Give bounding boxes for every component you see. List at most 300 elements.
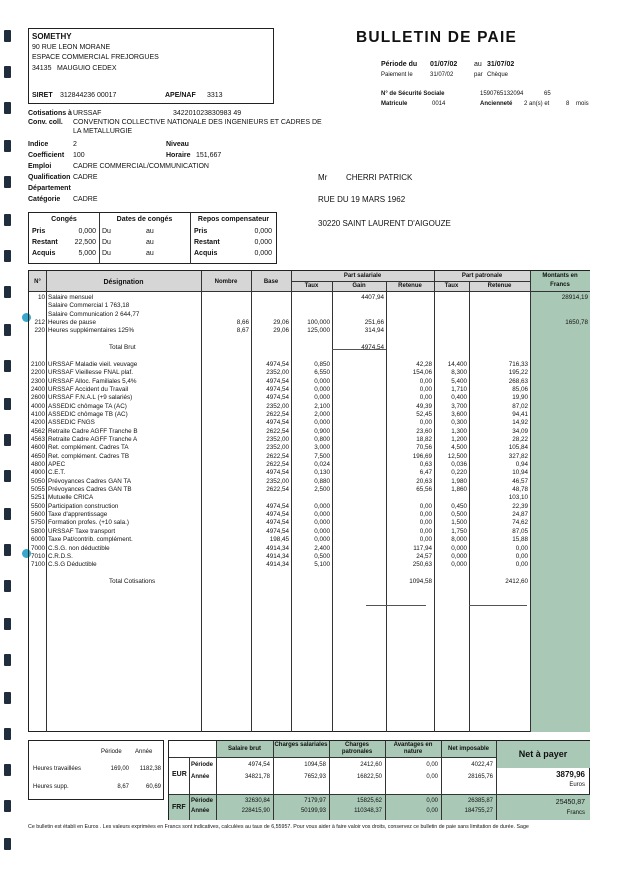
line-retenue: 20,63 bbox=[416, 477, 432, 485]
line-taux: 3,000 bbox=[314, 444, 330, 452]
line-base: 4974,54 bbox=[266, 469, 289, 477]
line-number: 6000 bbox=[30, 536, 45, 544]
table-row bbox=[29, 386, 590, 394]
line-retenue: 1094,58 bbox=[409, 577, 432, 585]
line-number: 2100 bbox=[30, 360, 45, 368]
leave-row-au: au bbox=[146, 250, 154, 257]
line-taux-patronal: 1,500 bbox=[451, 519, 467, 527]
line-base: 4974,54 bbox=[266, 527, 289, 535]
col-nombre: Nombre bbox=[214, 279, 238, 285]
line-base: 198,45 bbox=[269, 536, 289, 544]
hours-supp-period: 8,67 bbox=[117, 784, 129, 790]
footer-note: Ce bulletin est établi en Euros . Les valeurs exprimées en Francs sont indicatives, calculées au taux de 6,55957. Pour vous aider à faire valoir vos droits, conservez ce bulletin de paie sans limitation de durée. Sage bbox=[28, 824, 529, 830]
col-part-salariale: Part salariale bbox=[343, 273, 382, 279]
qualif-label: Qualification bbox=[28, 174, 71, 181]
col-francs: Francs bbox=[550, 282, 570, 288]
line-designation: Taxe Pat/contrib. complément. bbox=[48, 536, 133, 544]
line-number: 5800 bbox=[30, 527, 45, 535]
total-frf-periode-charges-pat: 15825,62 bbox=[356, 798, 382, 804]
table-row bbox=[29, 511, 590, 519]
binder-holes bbox=[0, 0, 14, 877]
line-number: 220 bbox=[34, 327, 45, 335]
line-designation: C.R.D.S. bbox=[48, 552, 73, 560]
paid-date: 31/07/02 bbox=[430, 72, 454, 78]
line-taux: 2,500 bbox=[314, 486, 330, 494]
line-designation: Prévoyances Cadres GAN TA bbox=[48, 477, 132, 485]
line-retenue: 196,69 bbox=[412, 452, 432, 460]
conv-line1: CONVENTION COLLECTIVE NATIONALE DES INGENIEURS ET CADRES DE bbox=[73, 119, 322, 126]
line-number: 4000 bbox=[30, 402, 45, 410]
col-base: Base bbox=[263, 279, 279, 285]
hours-periode-header: Période bbox=[101, 749, 122, 755]
line-number: 4900 bbox=[30, 469, 45, 477]
line-taux-patronal: 0,400 bbox=[451, 394, 467, 402]
table-row bbox=[29, 344, 590, 352]
line-taux-patronal: 0,036 bbox=[451, 461, 467, 468]
line-number: 4100 bbox=[30, 410, 45, 418]
line-taux-patronal: 3,700 bbox=[451, 402, 467, 410]
line-designation: URSSAF Accident du Travail bbox=[48, 385, 129, 393]
total-eur-periode-brut: 4974,54 bbox=[248, 762, 270, 768]
line-taux-patronal: 1,200 bbox=[451, 435, 467, 443]
line-retenue-patronale: 327,82 bbox=[508, 452, 528, 460]
recipient-civility: Mr bbox=[318, 173, 328, 182]
table-row bbox=[29, 378, 590, 386]
table-row bbox=[29, 403, 590, 411]
line-taux: 0,000 bbox=[314, 536, 330, 544]
line-taux: 0,000 bbox=[314, 385, 330, 393]
col-montants: Montants en bbox=[542, 273, 578, 279]
line-designation: Formation profes. (+10 sala.) bbox=[48, 519, 130, 527]
line-retenue-patronale: 87,02 bbox=[512, 402, 528, 410]
hours-box bbox=[28, 740, 164, 800]
line-base: 2352,00 bbox=[266, 402, 289, 410]
line-taux-patronal: 0,500 bbox=[451, 511, 467, 519]
line-number: 5050 bbox=[30, 477, 45, 485]
repos-row-value: 0,000 bbox=[254, 239, 272, 246]
leave-row-au: au bbox=[146, 239, 154, 246]
line-base: 4974,54 bbox=[266, 511, 289, 519]
total-eur-annee-brut: 34821,78 bbox=[244, 774, 270, 780]
employer-postcode: 34135 bbox=[32, 65, 52, 72]
leave-row-label: Acquis bbox=[32, 250, 56, 257]
total-frf-periode-avantages: 0,00 bbox=[426, 798, 438, 804]
col-retenue-patronale: Retenue bbox=[487, 283, 512, 289]
total-frf-annee-avantages: 0,00 bbox=[426, 808, 438, 814]
recipient-city: 30220 SAINT LAURENT D'AIGOUZE bbox=[318, 219, 451, 228]
line-designation: ASSEDIC chômage TB (AC) bbox=[48, 410, 128, 418]
net-eur-value: 3879,96 bbox=[556, 770, 585, 779]
line-taux: 0,880 bbox=[314, 477, 330, 485]
apenaf-label: APE/NAF bbox=[165, 92, 196, 99]
line-designation: C.S.G Déductible bbox=[48, 561, 97, 569]
line-designation: APEC bbox=[48, 461, 66, 468]
line-designation: URSSAF Taxe transport bbox=[48, 527, 116, 535]
total-frf-periode-brut: 32630,84 bbox=[244, 798, 270, 804]
payslip-table bbox=[28, 270, 590, 732]
matricule-label: Matricule bbox=[381, 101, 408, 107]
leave-row-label: Restant bbox=[32, 239, 58, 246]
eur-label: EUR bbox=[172, 771, 187, 778]
line-taux-patronal: 8,300 bbox=[451, 369, 467, 377]
table-row bbox=[29, 553, 590, 561]
line-retenue-patronale: 2412,60 bbox=[505, 577, 528, 585]
line-number: 5600 bbox=[30, 511, 45, 519]
line-base: 4914,34 bbox=[266, 561, 289, 569]
net-a-payer-label: Net à payer bbox=[518, 749, 568, 759]
net-frf-value: 25450,87 bbox=[555, 799, 585, 806]
coef-label: Coefficient bbox=[28, 152, 65, 159]
frf-label: FRF bbox=[172, 804, 186, 811]
line-retenue: 65,56 bbox=[416, 486, 432, 494]
line-retenue: 117,94 bbox=[413, 544, 432, 552]
line-gain: 4974,54 bbox=[361, 344, 384, 352]
line-taux: 2,000 bbox=[314, 410, 330, 418]
cotis-value: URSSAF bbox=[73, 110, 102, 117]
line-taux-patronal: 1,710 bbox=[451, 385, 467, 393]
line-base: 4914,34 bbox=[266, 552, 289, 560]
line-taux-patronal: 1,750 bbox=[451, 527, 467, 535]
line-base: 4974,54 bbox=[266, 394, 289, 402]
line-taux: 0,000 bbox=[314, 519, 330, 527]
h-avantages-nature: Avantages en nature bbox=[393, 742, 433, 755]
line-retenue: 23,60 bbox=[416, 427, 432, 435]
eur-annee-label: Année bbox=[191, 774, 210, 780]
table-row bbox=[29, 336, 590, 344]
table-row bbox=[29, 302, 590, 310]
line-retenue-patronale: 10,94 bbox=[512, 469, 528, 477]
line-retenue-patronale: 0,94 bbox=[515, 461, 528, 468]
line-retenue-patronale: 22,39 bbox=[512, 502, 528, 510]
line-taux-patronal: 0,000 bbox=[451, 552, 467, 560]
period-from-label: Période du bbox=[381, 61, 418, 68]
table-row bbox=[29, 352, 590, 360]
hours-worked-period: 169,00 bbox=[110, 766, 129, 772]
line-number: 4200 bbox=[30, 419, 45, 427]
line-retenue-patronale: 105,84 bbox=[508, 444, 528, 452]
line-designation: Prévoyances Cadres GAN TB bbox=[48, 486, 132, 494]
col-gain: Gain bbox=[352, 283, 366, 289]
line-taux: 2,100 bbox=[314, 402, 330, 410]
coef-value: 100 bbox=[73, 152, 85, 159]
mois-label: mois bbox=[576, 101, 589, 107]
table-row bbox=[29, 327, 590, 335]
employer-address2: ESPACE COMMERCIAL FREJORGUES bbox=[32, 54, 159, 61]
line-taux-patronal: 5,400 bbox=[451, 377, 467, 385]
line-designation: URSSAF F.N.A.L (+9 salariés) bbox=[48, 394, 133, 402]
line-base: 2622,54 bbox=[266, 410, 289, 418]
line-retenue-patronale: 74,62 bbox=[512, 519, 528, 527]
employer-address1: 90 RUE LEON MORANE bbox=[32, 44, 111, 51]
line-number: 4600 bbox=[30, 444, 45, 452]
total-frf-annee-charges-pat: 110348,37 bbox=[354, 808, 382, 814]
line-base: 4974,54 bbox=[266, 502, 289, 510]
table-row bbox=[29, 411, 590, 419]
line-retenue-patronale: 94,41 bbox=[512, 410, 528, 418]
line-taux: 5,100 bbox=[314, 561, 330, 569]
leave-row-au: au bbox=[146, 228, 154, 235]
line-retenue-patronale: 103,10 bbox=[508, 494, 528, 502]
h-charges-salariales: Charges salariales bbox=[274, 742, 328, 748]
line-designation: Heures supplémentaires 125% bbox=[48, 327, 135, 335]
line-number: 4562 bbox=[30, 427, 45, 435]
table-row bbox=[29, 394, 590, 402]
totals-box bbox=[168, 740, 590, 820]
line-retenue: 0,00 bbox=[419, 394, 432, 402]
line-taux-patronal: 0,300 bbox=[451, 419, 467, 427]
siret-value: 312844236 00017 bbox=[60, 92, 117, 99]
line-taux-patronal: 8,000 bbox=[451, 536, 467, 544]
repos-row-value: 0,000 bbox=[254, 250, 272, 257]
line-taux: 0,800 bbox=[314, 435, 330, 443]
emploi-label: Emploi bbox=[28, 163, 52, 170]
line-number: 5500 bbox=[30, 502, 45, 510]
table-row bbox=[29, 494, 590, 502]
line-taux-patronal: 1,300 bbox=[451, 427, 467, 435]
leave-row-du: Du bbox=[102, 250, 111, 257]
conv-label: Conv. coll. bbox=[28, 119, 63, 126]
line-retenue: 70,56 bbox=[416, 444, 432, 452]
line-base: 2622,54 bbox=[266, 452, 289, 460]
dept-label: Département bbox=[28, 185, 71, 192]
line-retenue: 24,57 bbox=[416, 552, 432, 560]
leave-repos-header: Repos compensateur bbox=[197, 216, 270, 223]
line-taux-patronal: 0,220 bbox=[451, 469, 467, 477]
line-designation: Retraite Cadre AGFF Tranche B bbox=[48, 427, 138, 435]
line-taux: 0,000 bbox=[314, 377, 330, 385]
net-frf-unit: Francs bbox=[566, 810, 585, 816]
recipient-street: RUE DU 19 MARS 1962 bbox=[318, 195, 406, 204]
eur-periode-label: Période bbox=[191, 762, 214, 768]
hours-worked-label: Heures travaillées bbox=[33, 766, 82, 772]
repos-row-value: 0,000 bbox=[254, 228, 272, 235]
line-base: 4974,54 bbox=[266, 360, 289, 368]
line-number: 5251 bbox=[30, 494, 45, 502]
line-retenue-patronale: 34,09 bbox=[512, 427, 528, 435]
total-eur-annee-charges-sal: 7652,93 bbox=[304, 774, 326, 780]
anciennete-months: 8 bbox=[566, 101, 570, 107]
horaire-value: 151,667 bbox=[196, 152, 222, 159]
total-eur-annee-charges-pat: 16822,50 bbox=[356, 774, 382, 780]
line-number: 4800 bbox=[30, 461, 45, 468]
line-retenue-patronale: 0,00 bbox=[515, 552, 528, 560]
line-taux-patronal: 14,400 bbox=[447, 360, 467, 368]
hours-annee-header: Année bbox=[135, 749, 153, 755]
line-retenue: 0,63 bbox=[419, 461, 432, 468]
table-row bbox=[29, 561, 590, 569]
line-retenue: 0,00 bbox=[419, 536, 432, 544]
line-gain: 4407,94 bbox=[361, 294, 384, 301]
qualif-value: CADRE bbox=[73, 174, 98, 181]
paid-by-label: par bbox=[474, 72, 483, 78]
line-designation: Total Cotisations bbox=[109, 577, 156, 585]
line-designation: URSSAF Alloc. Familiales 5,4% bbox=[48, 377, 137, 385]
hours-supp-label: Heures supp. bbox=[33, 784, 69, 790]
payslip-lines bbox=[29, 294, 590, 614]
categ-label: Catégorie bbox=[28, 196, 61, 203]
apenaf-value: 3313 bbox=[207, 92, 223, 99]
repos-row-label: Acquis bbox=[194, 250, 218, 257]
line-retenue: 0,00 bbox=[419, 527, 432, 535]
line-designation: Participation construction bbox=[48, 502, 119, 510]
line-taux: 0,900 bbox=[314, 427, 330, 435]
line-designation: Taxe d'apprentissage bbox=[48, 511, 108, 519]
line-taux-patronal: 1,980 bbox=[451, 477, 467, 485]
niveau-label: Niveau bbox=[166, 141, 189, 148]
table-row bbox=[29, 319, 590, 327]
table-row bbox=[29, 419, 590, 427]
line-base: 29,06 bbox=[273, 327, 289, 335]
line-taux: 6,550 bbox=[314, 369, 330, 377]
line-retenue-patronale: 85,06 bbox=[512, 385, 528, 393]
line-retenue-patronale: 195,22 bbox=[508, 369, 528, 377]
total-eur-annee-net-imposable: 28165,76 bbox=[467, 774, 493, 780]
table-row bbox=[29, 503, 590, 511]
col-part-patronale: Part patronale bbox=[461, 273, 503, 279]
line-designation: C.S.G. non déductible bbox=[48, 544, 110, 552]
line-retenue-patronale: 19,90 bbox=[512, 394, 528, 402]
line-number: 5055 bbox=[30, 486, 45, 494]
employer-city: MAUGUIO CEDEX bbox=[57, 65, 117, 72]
line-taux: 100,000 bbox=[307, 319, 330, 327]
total-eur-periode-net-imposable: 4022,47 bbox=[471, 762, 493, 768]
paid-label: Paiement le bbox=[381, 72, 413, 78]
emploi-value: CADRE COMMERCIAL/COMMUNICATION bbox=[73, 163, 209, 170]
line-gain: 251,66 bbox=[364, 319, 384, 327]
leave-box bbox=[28, 212, 277, 264]
total-eur-periode-charges-sal: 1094,58 bbox=[304, 762, 326, 768]
line-retenue: 0,00 bbox=[419, 377, 432, 385]
line-designation: Heures de pause bbox=[48, 319, 96, 327]
line-retenue: 0,00 bbox=[419, 502, 432, 510]
line-number: 2300 bbox=[30, 377, 45, 385]
line-taux: 0,000 bbox=[314, 394, 330, 402]
line-retenue-patronale: 28,22 bbox=[512, 435, 528, 443]
line-retenue: 49,39 bbox=[416, 402, 432, 410]
total-frf-annee-charges-sal: 50199,93 bbox=[300, 808, 326, 814]
table-row bbox=[29, 453, 590, 461]
total-frf-periode-net-imposable: 26385,87 bbox=[467, 798, 493, 804]
line-number: 4650 bbox=[30, 452, 45, 460]
line-base: 2622,54 bbox=[266, 461, 289, 468]
leave-row-value: 5,000 bbox=[78, 250, 96, 257]
period-from: 01/07/02 bbox=[430, 61, 458, 68]
line-retenue-patronale: 15,88 bbox=[512, 536, 528, 544]
line-number: 5750 bbox=[30, 519, 45, 527]
table-row bbox=[29, 578, 590, 586]
leave-row-value: 22,500 bbox=[74, 239, 96, 246]
leave-row-value: 0,000 bbox=[78, 228, 96, 235]
line-retenue: 0,00 bbox=[419, 519, 432, 527]
line-base: 2622,54 bbox=[266, 427, 289, 435]
total-eur-periode-avantages: 0,00 bbox=[426, 762, 438, 768]
table-row bbox=[29, 294, 590, 302]
line-retenue-patronale: 46,57 bbox=[512, 477, 528, 485]
line-taux: 0,500 bbox=[314, 552, 330, 560]
line-designation: Ret. complément. Cadres TB bbox=[48, 452, 130, 460]
col-taux: Taux bbox=[304, 283, 319, 289]
line-designation: Mutuelle CRICA bbox=[48, 494, 94, 502]
line-designation: Ret. complément. Cadres TA bbox=[48, 444, 129, 452]
line-number: 2200 bbox=[30, 369, 45, 377]
cotis-number: 342201023830983 49 bbox=[173, 110, 242, 117]
line-nombre: 8,67 bbox=[236, 327, 249, 335]
conv-line2: LA METALLURGIE bbox=[73, 128, 133, 135]
line-base: 29,06 bbox=[273, 319, 289, 327]
line-designation: URSSAF Vieillesse FNAL plaf. bbox=[48, 369, 134, 377]
line-base: 4974,54 bbox=[266, 385, 289, 393]
table-row bbox=[29, 545, 590, 553]
line-taux: 125,000 bbox=[307, 327, 330, 335]
line-taux: 0,850 bbox=[314, 360, 330, 368]
table-row bbox=[29, 570, 590, 578]
table-row bbox=[29, 428, 590, 436]
h-net-imposable: Net imposable bbox=[447, 746, 489, 752]
table-row bbox=[29, 469, 590, 477]
total-frf-annee-brut: 228415,90 bbox=[241, 808, 270, 814]
line-designation: Salaire Commercial 1 763,18 bbox=[48, 302, 130, 310]
line-base: 4974,54 bbox=[266, 519, 289, 527]
line-base: 4974,54 bbox=[266, 377, 289, 385]
line-retenue: 6,47 bbox=[419, 469, 432, 477]
table-row bbox=[29, 519, 590, 527]
line-taux-patronal: 12,500 bbox=[447, 452, 467, 460]
col-designation: Désignation bbox=[103, 279, 144, 286]
repos-row-label: Pris bbox=[194, 228, 208, 235]
paid-method: Chèque bbox=[487, 72, 509, 78]
ssn-key: 65 bbox=[544, 91, 551, 97]
line-base: 2352,00 bbox=[266, 369, 289, 377]
line-base: 2352,00 bbox=[266, 444, 289, 452]
line-retenue-patronale: 0,00 bbox=[515, 561, 528, 569]
line-retenue: 0,00 bbox=[419, 419, 432, 427]
repos-row-label: Restant bbox=[194, 239, 220, 246]
line-number: 2600 bbox=[30, 394, 45, 402]
ssn-label: N° de Sécurité Sociale bbox=[381, 91, 445, 97]
page-title: BULLETIN DE PAIE bbox=[356, 29, 518, 46]
line-base: 4914,34 bbox=[266, 544, 289, 552]
total-eur-periode-charges-pat: 2412,60 bbox=[360, 762, 382, 768]
siret-label: SIRET bbox=[32, 92, 53, 99]
hours-worked-year: 1182,38 bbox=[139, 766, 161, 772]
line-taux-patronal: 3,600 bbox=[451, 410, 467, 418]
frf-periode-label: Période bbox=[191, 798, 214, 804]
line-taux: 2,400 bbox=[314, 544, 330, 552]
table-row bbox=[29, 528, 590, 536]
line-retenue: 250,63 bbox=[412, 561, 432, 569]
total-frf-periode-charges-sal: 7179,97 bbox=[304, 798, 326, 804]
categ-value: CADRE bbox=[73, 196, 98, 203]
table-row bbox=[29, 361, 590, 369]
total-eur-annee-avantages: 0,00 bbox=[426, 774, 438, 780]
leave-dates-header: Dates de congés bbox=[116, 216, 173, 223]
table-row bbox=[29, 436, 590, 444]
line-gain: 314,94 bbox=[364, 327, 384, 335]
line-number: 10 bbox=[37, 294, 45, 301]
frf-annee-label: Année bbox=[191, 808, 210, 814]
leave-row-label: Pris bbox=[32, 228, 46, 235]
anciennete-value: 2 an(s) et bbox=[524, 101, 550, 107]
total-frf-annee-net-imposable: 184755,27 bbox=[464, 808, 493, 814]
horaire-label: Horaire bbox=[166, 152, 191, 159]
employer-box bbox=[28, 28, 274, 104]
ssn-value: 1590765132094 bbox=[480, 91, 524, 97]
leave-row-du: Du bbox=[102, 228, 111, 235]
col-num: N° bbox=[34, 279, 41, 285]
period-to-label: au bbox=[474, 61, 482, 68]
line-taux: 0,000 bbox=[314, 502, 330, 510]
line-taux: 0,000 bbox=[314, 527, 330, 535]
